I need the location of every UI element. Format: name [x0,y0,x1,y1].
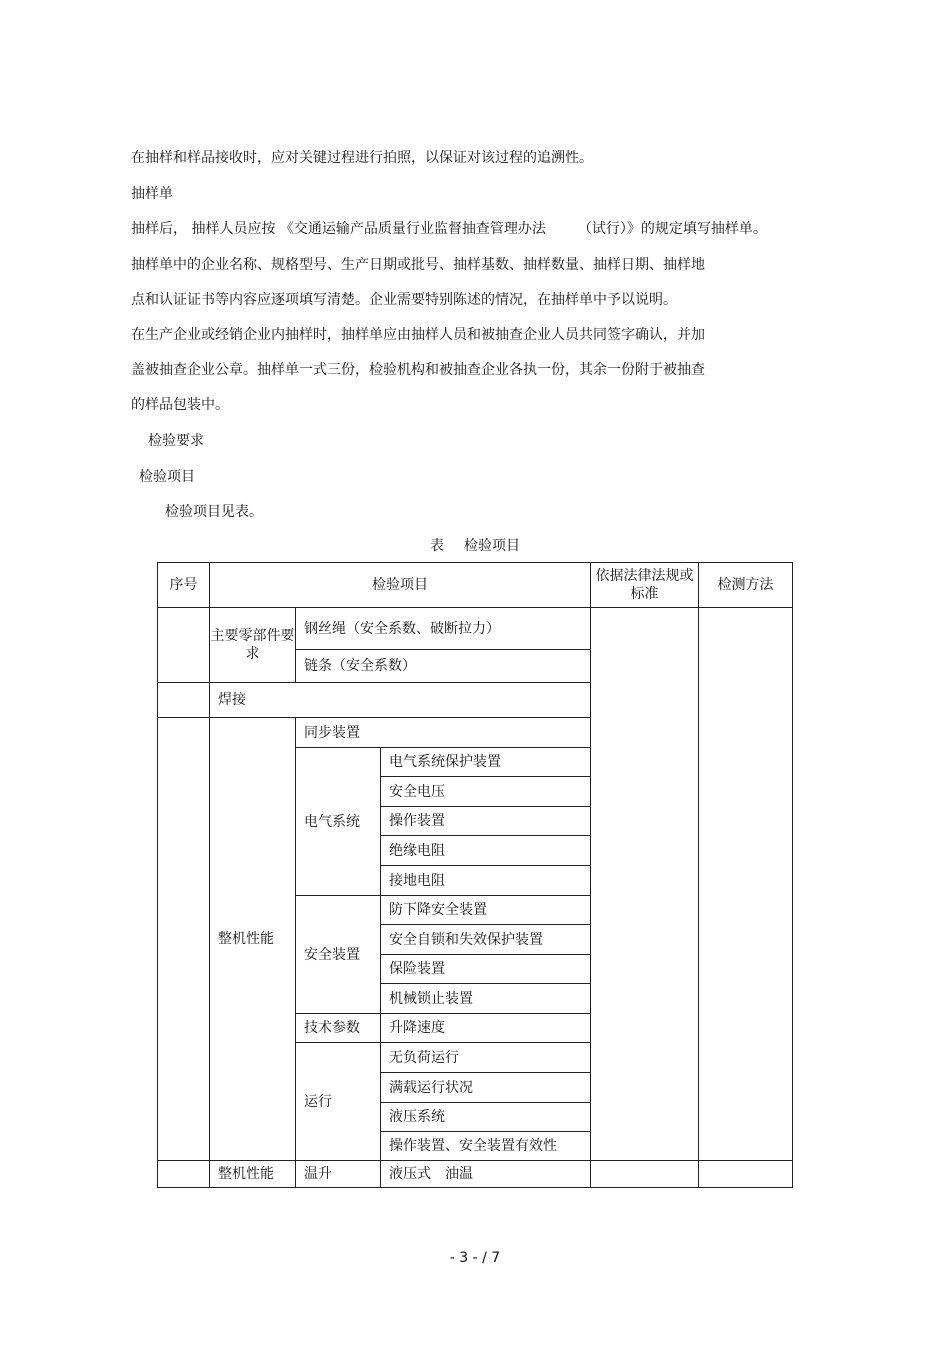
item-safety: 安全自锁和失效保护装置 [381,925,591,955]
method-cell [699,1161,793,1188]
item-electrical: 安全电压 [381,777,591,807]
basis-cell [591,608,699,1161]
header-basis: 依据法律法规或标准 [591,563,699,608]
item-welding: 焊接 [210,683,591,718]
item-safety: 机械锁止装置 [381,984,591,1014]
item-wire-rope: 钢丝绳（安全系数、破断拉力） [296,608,591,650]
method-cell [699,608,793,1161]
paragraph-signing-line3: 的样品包装中。 [131,397,229,413]
item-electrical: 操作装置 [381,807,591,836]
header-method: 检测方法 [699,563,793,608]
last-row-category: 整机性能 [210,1161,296,1188]
group-safety-devices: 安全装置 [296,896,381,1014]
item-operation: 无负荷运行 [381,1043,591,1073]
paragraph-sampling-rule [131,219,767,239]
paragraph-sampling-rule-part2: （试行）》的规定填写抽样单。 [577,221,767,237]
group-main-parts: 主要零部件要求 [210,608,296,683]
paragraph-form-fields-line2: 点和认证证书等内容应逐项填写清楚。企业需要特别陈述的情况，在抽样单中予以说明。 [131,292,677,308]
item-electrical: 电气系统保护装置 [381,748,591,777]
last-row-sub: 温升 [296,1161,381,1188]
paragraph-see-table: 检验项目见表。 [165,504,263,520]
item-operation: 操作装置、安全装置有效性 [381,1132,591,1161]
group-machine-performance: 整机性能 [210,718,296,1161]
paragraph-sampling-rule-part1: 抽样后， 抽样人员应按 《交通运输产品质量行业监督抽查管理办法 [131,221,546,237]
item-operation: 液压系统 [381,1103,591,1132]
paragraph-form-fields-line1: 抽样单中的企业名称、规格型号、生产日期或批号、抽样基数、抽样数量、抽样日期、抽样地 [131,257,705,273]
table-row [158,1161,793,1188]
seq-cell [158,1161,210,1188]
group-operation: 运行 [296,1043,381,1161]
seq-cell [158,608,210,683]
item-lift-speed: 升降速度 [381,1014,591,1043]
item-electrical: 绝缘电阻 [381,836,591,866]
header-seq: 序号 [158,563,210,608]
table-header-row [158,563,793,608]
seq-cell [158,683,210,718]
item-chain: 链条（安全系数） [296,650,591,683]
group-electrical: 电气系统 [296,748,381,896]
paragraph-signing-line2: 盖被抽查企业公章。抽样单一式三份，检验机构和被抽查企业各执一份，其余一份附于被抽查 [131,362,705,378]
group-tech-params: 技术参数 [296,1014,381,1043]
item-electrical: 接地电阻 [381,866,591,896]
page-number: - 3 - / 7 [449,1250,501,1266]
paragraph-signing-line1: 在生产企业或经销企业内抽样时，抽样单应由抽样人员和被抽查企业人员共同签字确认，并加 [131,327,705,343]
heading-inspection-requirements: 检验要求 [148,433,204,449]
table-caption [0,536,950,556]
paragraph-photo-requirement: 在抽样和样品接收时，应对关键过程进行拍照，以保证对该过程的追溯性。 [131,150,593,166]
item-safety: 防下降安全装置 [381,896,591,925]
heading-inspection-items: 检验项目 [139,469,195,485]
item-operation: 满载运行状况 [381,1073,591,1103]
last-row-item: 液压式 油温 [381,1161,591,1188]
table-row [158,608,793,650]
item-safety: 保险装置 [381,955,591,984]
table-caption-title: 检验项目 [464,538,520,554]
seq-cell [158,718,210,1161]
heading-sampling-form: 抽样单 [131,186,173,202]
header-item: 检验项目 [210,563,591,608]
basis-cell [591,1161,699,1188]
inspection-items-table [157,562,793,1188]
item-sync-device: 同步装置 [296,718,591,748]
table-caption-prefix: 表 [430,538,444,554]
